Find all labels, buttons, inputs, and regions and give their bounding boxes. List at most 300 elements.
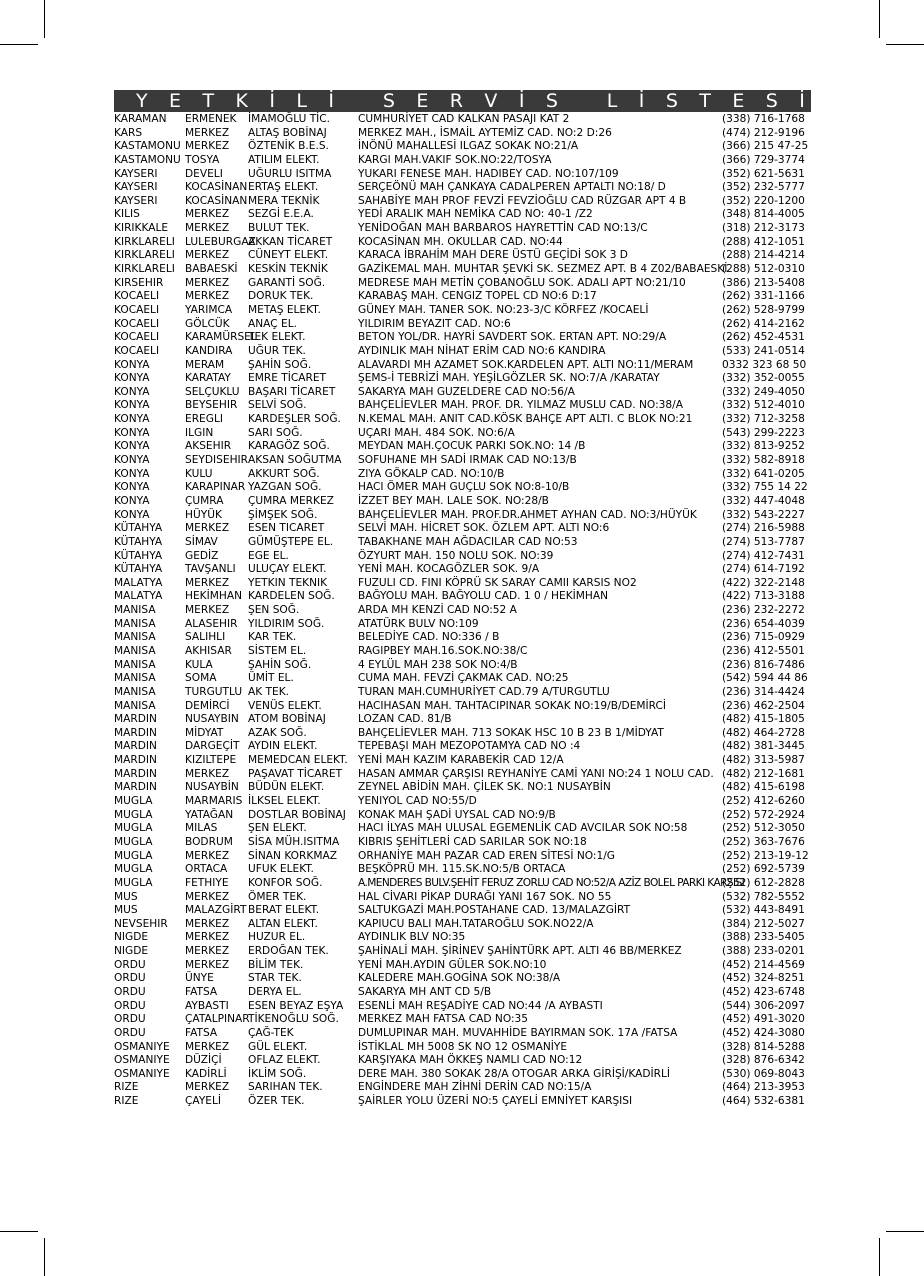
district-cell: DARGEÇİT	[185, 740, 240, 753]
phone-cell: (332) 582-8918	[722, 454, 805, 467]
phone-cell: (532) 782-5552	[722, 890, 805, 903]
address-cell: ÖZYURT MAH. 150 NOLU SOK. NO:39	[358, 549, 554, 562]
district-cell: SALIHLI	[185, 631, 226, 644]
district-cell: MİDYAT	[185, 726, 224, 739]
list-item	[114, 127, 814, 141]
address-cell: SAKARYA MH ANT CD 5/B	[358, 986, 492, 998]
district-cell: HÜYÜK	[185, 508, 222, 521]
list-item	[114, 904, 814, 918]
city-cell: KAYSERI	[114, 181, 158, 194]
list-item	[114, 427, 814, 441]
district-cell: MERKEZ	[185, 958, 230, 971]
list-item	[114, 768, 814, 782]
service-name-cell: KARDEŞLER SOĞ.	[248, 413, 341, 426]
service-name-cell: UĞURLU ISITMA	[248, 167, 332, 180]
city-cell: KONYA	[114, 440, 150, 453]
city-cell: KÜTAHYA	[114, 549, 163, 562]
list-item	[114, 645, 814, 659]
list-item	[114, 481, 814, 495]
list-item	[114, 290, 814, 304]
phone-cell: (236) 816-7486	[722, 658, 805, 671]
city-cell: MARDIN	[114, 754, 157, 767]
phone-cell: (332) 249-4050	[722, 385, 805, 398]
address-cell: ESENLİ MAH REŞADİYE CAD NO:44 /A AYBASTI	[358, 999, 603, 1012]
address-cell: BETON YOL/DR. HAYRİ SAVDERT SOK. ERTAN APT. NO:29/A	[358, 331, 667, 344]
district-cell: MERKEZ	[185, 276, 230, 289]
district-cell: DÜZİÇİ	[185, 1054, 222, 1067]
address-cell: BAĞYOLU MAH. BAĞYOLU CAD. 1 0 / HEKİMHAN	[358, 590, 609, 603]
phone-cell: (384) 212-5027	[722, 917, 805, 930]
service-name-cell: GÜMÜŞTEPE EL.	[248, 535, 334, 548]
service-name-cell: ERTAŞ ELEKT.	[248, 181, 319, 194]
list-item	[114, 891, 814, 905]
city-cell: KONYA	[114, 467, 150, 480]
service-name-cell: ESEN TICARET	[248, 522, 325, 535]
list-item	[114, 359, 814, 373]
district-cell: MERKEZ	[185, 126, 230, 139]
list-item	[114, 822, 814, 836]
service-name-cell: ÇUMRA MERKEZ	[248, 494, 334, 507]
district-cell: ORTACA	[185, 863, 228, 876]
district-cell: MERKEZ	[185, 890, 230, 903]
city-cell: MALATYA	[114, 590, 163, 603]
phone-cell: (288) 214-4214	[722, 249, 805, 262]
city-cell: ORDU	[114, 1026, 146, 1039]
city-cell: NEVSEHIR	[114, 917, 168, 930]
list-item	[114, 113, 814, 127]
city-cell: KOCAELI	[114, 317, 160, 330]
address-cell: ŞEMS-İ TEBRİZİ MAH. YEŞİLGÖZLER SK. NO:7/A /KARATAY	[358, 372, 660, 385]
phone-cell: (318) 212-3173	[722, 222, 805, 235]
service-name-cell: STAR TEK.	[248, 972, 302, 985]
city-cell: KOCAELI	[114, 290, 160, 303]
phone-cell: (388) 233-0201	[722, 945, 805, 958]
phone-cell: (332) 543-2227	[722, 508, 805, 521]
list-item	[114, 659, 814, 673]
city-cell: MANISA	[114, 604, 156, 617]
address-cell: YENİ MAH.AYDIN GÜLER SOK.NO:10	[358, 958, 547, 971]
service-name-cell: MERA TEKNİK	[248, 194, 320, 207]
service-name-cell: KESKİN TEKNİK	[248, 263, 328, 276]
list-item	[114, 918, 814, 932]
service-name-cell: BULUT TEK.	[248, 222, 310, 235]
list-item	[114, 331, 814, 345]
service-name-cell: ESEN BEYAZ EŞYA	[248, 999, 344, 1012]
list-item	[114, 468, 814, 482]
address-cell: HASAN AMMAR ÇARŞISI REYHANİYE CAMİ YANI NO:24 1 NOLU CAD.	[358, 767, 714, 780]
phone-cell: (274) 614-7192	[722, 563, 805, 576]
address-cell: N.KEMAL MAH. ANIT CAD.KÖSK BAHÇE APT ALTI. C BLOK NO:21	[358, 413, 693, 426]
service-name-cell: METAŞ ELEKT.	[248, 303, 321, 316]
district-cell: ALASEHIR	[185, 617, 238, 630]
list-item	[114, 522, 814, 536]
service-name-cell: ATILIM ELEKT.	[248, 153, 320, 166]
city-cell: KÜTAHYA	[114, 522, 163, 535]
address-cell: ZIYA GÖKALP CAD. NO:10/B	[358, 467, 505, 480]
phone-cell: (544) 306-2097	[722, 999, 805, 1012]
list-item	[114, 727, 814, 741]
city-cell: MALATYA	[114, 576, 163, 589]
address-cell: HAL CİVARI PİKAP DURAĞI YANI 167 SOK. NO 55	[358, 890, 612, 903]
list-item	[114, 1068, 814, 1082]
city-cell: KONYA	[114, 372, 150, 385]
district-cell: KOCASİNAN	[185, 181, 248, 194]
address-cell: HACIHASAN MAH. TAHTACIPINAR SOKAK NO:19/B/DEMİRCİ	[358, 699, 667, 712]
address-cell: ARDA MH KENZİ CAD NO:52 A	[358, 604, 517, 617]
service-name-cell: ŞEN SOĞ.	[248, 604, 300, 617]
address-cell: ZEYNEL ABİDİN MAH. ÇİLEK SK. NO:1 NUSAYBİN	[358, 781, 611, 794]
service-name-cell: AK TEK.	[248, 685, 290, 698]
service-name-cell: ERDOĞAN TEK.	[248, 945, 329, 958]
service-name-cell: ŞİMŞEK SOĞ.	[248, 508, 318, 521]
city-cell: MANISA	[114, 699, 156, 712]
list-item	[114, 618, 814, 632]
district-cell: MERKEZ	[185, 917, 230, 930]
city-cell: KIRKLARELI	[114, 263, 175, 276]
district-cell: NUSAYBİN	[185, 781, 239, 794]
district-cell: MERKEZ	[185, 767, 230, 780]
district-cell: KADİRLİ	[185, 1067, 227, 1080]
service-name-cell: OFLAZ ELEKT.	[248, 1054, 321, 1067]
district-cell: DEMİRCİ	[185, 699, 230, 712]
phone-cell: (464) 213-3953	[722, 1081, 805, 1094]
address-cell: UÇARI MAH. 484 SOK. NO:6/A	[358, 426, 515, 439]
address-cell: SAHABİYE MAH PROF FEVZİ FEVZİOĞLU CAD RÜZGAR APT 4 B	[358, 194, 687, 207]
service-name-cell: YAZGAN SOĞ.	[248, 481, 322, 494]
address-cell: YENİ MAH. KOCAGÖZLER SOK. 9/A	[358, 563, 540, 576]
page-title-bar	[114, 90, 811, 112]
service-name-cell: ÇAĞ-TEK	[248, 1026, 294, 1039]
phone-cell: (236) 462-2504	[722, 699, 805, 712]
address-cell: TURAN MAH.CUMHURİYET CAD.79 A/TURGUTLU	[358, 685, 610, 698]
service-name-cell: GÜL ELEKT.	[248, 1040, 308, 1053]
list-item	[114, 1081, 814, 1095]
service-name-cell: EGE EL.	[248, 549, 289, 562]
city-cell: MUS	[114, 904, 138, 917]
district-cell: MERKEZ	[185, 522, 230, 535]
phone-cell: (236) 715-0929	[722, 631, 805, 644]
address-cell: YILDIRIM BEYAZIT CAD. NO:6	[358, 317, 511, 330]
phone-cell: (452) 491-3020	[722, 1013, 805, 1026]
list-item	[114, 1041, 814, 1055]
address-cell: TEPEBAŞI MAH MEZOPOTAMYA CAD NO :4	[358, 740, 581, 753]
phone-cell: (543) 299-2223	[722, 426, 805, 439]
list-item	[114, 863, 814, 877]
phone-cell: 0332 323 68 50	[722, 358, 807, 371]
city-cell: KONYA	[114, 358, 150, 371]
phone-cell: (332) 755 14 22	[722, 481, 808, 494]
district-cell: KIZILTEPE	[185, 754, 237, 767]
phone-cell: (332) 813-9252	[722, 440, 805, 453]
list-item	[114, 140, 814, 154]
district-cell: AKSEHIR	[185, 440, 232, 453]
phone-cell: (352) 232-5777	[722, 181, 805, 194]
service-name-cell: HUZUR EL.	[248, 931, 306, 944]
list-item	[114, 1027, 814, 1041]
address-cell: MERKEZ MAH., İSMAİL AYTEMİZ CAD. NO:2 D:26	[358, 126, 612, 139]
list-item	[114, 454, 814, 468]
city-cell: MANISA	[114, 658, 156, 671]
phone-cell: (332) 447-4048	[722, 494, 805, 507]
district-cell: SOMA	[185, 672, 217, 685]
city-cell: MUS	[114, 890, 138, 903]
service-name-cell: ÖMER TEK.	[248, 890, 307, 903]
address-cell: ENGİNDERE MAH ZİHNİ DERİN CAD NO:15/A	[358, 1081, 592, 1094]
district-cell: AKHISAR	[185, 644, 232, 657]
district-cell: MERKEZ	[185, 140, 230, 153]
address-cell: DUMLUPINAR MAH. MUVAHHİDE BAYIRMAN SOK. 17A /FATSA	[358, 1026, 678, 1039]
service-name-cell: ALTAŞ BOBİNAJ	[248, 126, 327, 139]
service-name-cell: ALTAN ELEKT.	[248, 917, 318, 930]
list-item	[114, 154, 814, 168]
list-item	[114, 372, 814, 386]
phone-cell: (474) 212-9196	[722, 126, 805, 139]
list-item	[114, 345, 814, 359]
service-name-cell: DORUK TEK.	[248, 290, 314, 303]
phone-cell: (348) 814-4005	[722, 208, 805, 221]
city-cell: ORDU	[114, 972, 146, 985]
district-cell: MERAM	[185, 358, 225, 371]
phone-cell: (422) 713-3188	[722, 590, 805, 603]
district-cell: MERKEZ	[185, 1040, 230, 1053]
service-name-cell: KAR TEK.	[248, 631, 297, 644]
phone-cell: (542) 594 44 86	[722, 672, 808, 685]
list-item	[114, 509, 814, 523]
list-item	[114, 836, 814, 850]
district-cell: GEDİZ	[185, 549, 219, 562]
service-name-cell: AZAK SOĞ.	[248, 726, 307, 739]
district-cell: BODRUM	[185, 835, 233, 848]
address-cell: KARGI MAH.VAKIF SOK.NO:22/TOSYA	[358, 153, 552, 166]
city-cell: ORDU	[114, 1013, 146, 1026]
crop-mark	[44, 1238, 45, 1276]
service-name-cell: AKKURT SOĞ.	[248, 467, 320, 480]
district-cell: MARMARIS	[185, 795, 243, 808]
city-cell: KIRIKKALE	[114, 222, 169, 235]
service-name-cell: ÖZTENİK B.E.S.	[248, 140, 329, 153]
city-cell: ORDU	[114, 999, 146, 1012]
crop-mark	[886, 1231, 924, 1232]
city-cell: RIZE	[114, 1095, 139, 1108]
district-cell: BEYSEHIR	[185, 399, 238, 412]
city-cell: KONYA	[114, 413, 150, 426]
district-cell: MERKEZ	[185, 849, 230, 862]
city-cell: KARAMAN	[114, 113, 167, 125]
district-cell: KARAMÜRSEL	[185, 331, 257, 344]
service-name-cell: AYDIN ELEKT.	[248, 740, 318, 753]
city-cell: KOCAELI	[114, 303, 160, 316]
district-cell: KARAPINAR	[185, 481, 246, 494]
address-cell: ŞAHİNALİ MAH. ŞİRİNEV ŞAHİNTÜRK APT. ALTI 46 BB/MERKEZ	[358, 945, 682, 958]
crop-mark	[0, 1231, 38, 1232]
phone-cell: (452) 324-8251	[722, 972, 805, 985]
list-item	[114, 277, 814, 291]
district-cell: DEVELI	[185, 167, 223, 180]
service-name-cell: YETKIN TEKNIK	[248, 576, 328, 589]
list-item	[114, 631, 814, 645]
city-cell: MANISA	[114, 631, 156, 644]
city-cell: MARDIN	[114, 781, 157, 794]
district-cell: MERKEZ	[185, 604, 230, 617]
city-cell: MANISA	[114, 672, 156, 685]
service-name-cell: SELVİ SOĞ.	[248, 399, 307, 412]
phone-cell: (288) 512-0310	[722, 263, 805, 276]
address-cell: YENIYOL CAD NO:55/D	[358, 795, 477, 808]
city-cell: MUGLA	[114, 808, 153, 821]
list-item	[114, 495, 814, 509]
phone-cell: (328) 814-5288	[722, 1040, 805, 1053]
address-cell: ŞAİRLER YOLU ÜZERİ NO:5 ÇAYELİ EMNİYET KARŞISI	[358, 1095, 633, 1108]
address-cell: YUKARI FENESE MAH. HADIBEY CAD. NO:107/109	[358, 167, 619, 180]
list-item	[114, 877, 814, 891]
phone-cell: (274) 513-7787	[722, 535, 805, 548]
list-item	[114, 440, 814, 454]
district-cell: ERMENEK	[185, 113, 237, 125]
city-cell: MUGLA	[114, 795, 153, 808]
list-item	[114, 550, 814, 564]
crop-mark	[44, 0, 45, 38]
list-item	[114, 249, 814, 263]
phone-cell: (252) 213-19-12	[722, 849, 809, 862]
district-cell: AYBASTI	[185, 999, 229, 1012]
phone-cell: (366) 729-3774	[722, 153, 805, 166]
district-cell: SELÇUKLU	[185, 385, 240, 398]
district-cell: YARIMCA	[185, 303, 233, 316]
service-name-cell: TİKENOĞLU SOĞ.	[248, 1013, 339, 1026]
district-cell: MERKEZ	[185, 249, 230, 262]
list-item	[114, 686, 814, 700]
district-cell: TURGUTLU	[185, 685, 243, 698]
address-cell: MEYDAN MAH.ÇOCUK PARKI SOK.NO: 14 /B	[358, 440, 586, 453]
list-item	[114, 208, 814, 222]
city-cell: KIRKLARELI	[114, 235, 175, 248]
phone-cell: (332) 352-0055	[722, 372, 805, 385]
phone-cell: (262) 452-4531	[722, 331, 805, 344]
address-cell: GÜNEY MAH. TANER SOK. NO:23-3/C KÖRFEZ /KOCAELİ	[358, 303, 649, 316]
phone-cell: (252) 572-2924	[722, 808, 805, 821]
city-cell: KONYA	[114, 399, 150, 412]
city-cell: KONYA	[114, 454, 150, 467]
service-name-cell: ŞAHİN SOĞ.	[248, 358, 312, 371]
district-cell: NUSAYBIN	[185, 713, 239, 726]
phone-cell: (332) 512-4010	[722, 399, 805, 412]
service-name-cell: YILDIRIM SOĞ.	[248, 617, 325, 630]
service-name-cell: ÖZER TEK.	[248, 1095, 305, 1108]
list-item	[114, 318, 814, 332]
service-name-cell: SARIHAN TEK.	[248, 1081, 323, 1094]
address-cell: ALAVARDI MH AZAMET SOK.KARDELEN APT. ALTI NO:11/MERAM	[358, 358, 694, 371]
service-name-cell: DERYA EL.	[248, 986, 302, 998]
service-name-cell: İLKSEL ELEKT.	[248, 795, 321, 808]
list-item	[114, 959, 814, 973]
district-cell: GÖLCÜK	[185, 317, 230, 330]
service-name-cell: ATOM BOBİNAJ	[248, 713, 326, 726]
address-cell: A.MENDERES BULV.ŞEHİT FERUZ ZORLU CAD NO:52/A AZİZ BOLEL PARKI KARŞISI	[358, 876, 745, 889]
service-name-cell: İMAMOĞLU TİC.	[248, 113, 331, 125]
phone-cell: (236) 314-4424	[722, 685, 805, 698]
service-name-cell: KARAGÖZ SOĞ.	[248, 440, 330, 453]
address-cell: SALTUKGAZİ MAH.POSTAHANE CAD. 13/MALAZGİRT	[358, 904, 631, 917]
district-cell: ÇAYELİ	[185, 1095, 222, 1108]
city-cell: OSMANIYE	[114, 1054, 170, 1067]
page-title: Y E T K İ L İ S E R V İ S L İ S T E S İ	[136, 90, 813, 112]
service-name-cell: SİSTEM EL.	[248, 644, 307, 657]
district-cell: MERKEZ	[185, 931, 230, 944]
phone-cell: (482) 212-1681	[722, 767, 805, 780]
phone-cell: (452) 424-3080	[722, 1026, 805, 1039]
city-cell: MARDIN	[114, 713, 157, 726]
list-item	[114, 222, 814, 236]
address-cell: SAKARYA MAH GUZELDERE CAD NO:56/A	[358, 385, 575, 398]
district-cell: SİMAV	[185, 535, 218, 548]
address-cell: AYDINLIK BLV NO:35	[358, 931, 466, 944]
address-cell: 4 EYLÜL MAH 238 SOK NO:4/B	[358, 658, 518, 671]
list-item	[114, 181, 814, 195]
city-cell: KÜTAHYA	[114, 535, 163, 548]
list-item	[114, 1013, 814, 1027]
phone-cell: (328) 876-6342	[722, 1054, 805, 1067]
service-name-cell: GARANTİ SOĞ.	[248, 276, 326, 289]
address-cell: KAPIUCU BALI MAH.TATAROĞLU SOK.NO22/A	[358, 917, 594, 930]
address-cell: CUMHURİYET CAD KALKAN PASAJI KAT 2	[358, 113, 570, 125]
district-cell: ÇATALPINAR	[185, 1013, 250, 1026]
phone-cell: (332) 712-3258	[722, 413, 805, 426]
phone-cell: (532) 443-8491	[722, 904, 805, 917]
service-name-cell: KARDELEN SOĞ.	[248, 590, 335, 603]
service-name-cell: ANAÇ EL.	[248, 317, 297, 330]
address-cell: ORHANİYE MAH PAZAR CAD EREN SİTESİ NO:1/G	[358, 849, 616, 862]
city-cell: KÜTAHYA	[114, 563, 163, 576]
list-item	[114, 795, 814, 809]
list-item	[114, 972, 814, 986]
service-name-cell: SARI SOĞ.	[248, 426, 303, 439]
service-name-cell: SİSA MÜH.ISITMA	[248, 835, 340, 848]
city-cell: NIGDE	[114, 931, 149, 944]
list-item	[114, 590, 814, 604]
list-item	[114, 850, 814, 864]
phone-cell: (262) 331-1166	[722, 290, 805, 303]
district-cell: MERKEZ	[185, 290, 230, 303]
district-cell: MERKEZ	[185, 1081, 230, 1094]
city-cell: KARS	[114, 126, 143, 139]
district-cell: KULA	[185, 658, 213, 671]
city-cell: MUGLA	[114, 876, 153, 889]
district-cell: ILGIN	[185, 426, 214, 439]
service-name-cell: EMRE TİCARET	[248, 372, 327, 385]
phone-cell: (236) 412-5501	[722, 644, 805, 657]
city-cell: MUGLA	[114, 863, 153, 876]
address-cell: BAHÇELİEVLER MAH. PROF.DR.AHMET AYHAN CAD. NO:3/HÜYÜK	[358, 508, 697, 521]
district-cell: MERKEZ	[185, 576, 230, 589]
service-name-cell: VENÜS ELEKT.	[248, 699, 322, 712]
phone-cell: (274) 216-5988	[722, 522, 805, 535]
district-cell: TOSYA	[185, 153, 220, 166]
district-cell: MERKEZ	[185, 208, 230, 221]
district-cell: YATAĞAN	[185, 808, 234, 821]
list-item	[114, 700, 814, 714]
phone-cell: (482) 415-1805	[722, 713, 805, 726]
list-item	[114, 399, 814, 413]
city-cell: KIRKLARELI	[114, 249, 175, 262]
address-cell: MEDRESE MAH METİN ÇOBANOĞLU SOK. ADALI APT NO:21/10	[358, 276, 686, 289]
district-cell: KANDIRA	[185, 344, 233, 357]
phone-cell: (274) 412-7431	[722, 549, 805, 562]
service-name-cell: AKKAN TİCARET	[248, 235, 333, 248]
service-name-cell: SİNAN KORKMAZ	[248, 849, 337, 862]
district-cell: FATSA	[185, 986, 218, 998]
phone-cell: (452) 214-4569	[722, 958, 805, 971]
address-cell: YENİ MAH KAZIM KARABEKİR CAD 12/A	[358, 754, 564, 767]
